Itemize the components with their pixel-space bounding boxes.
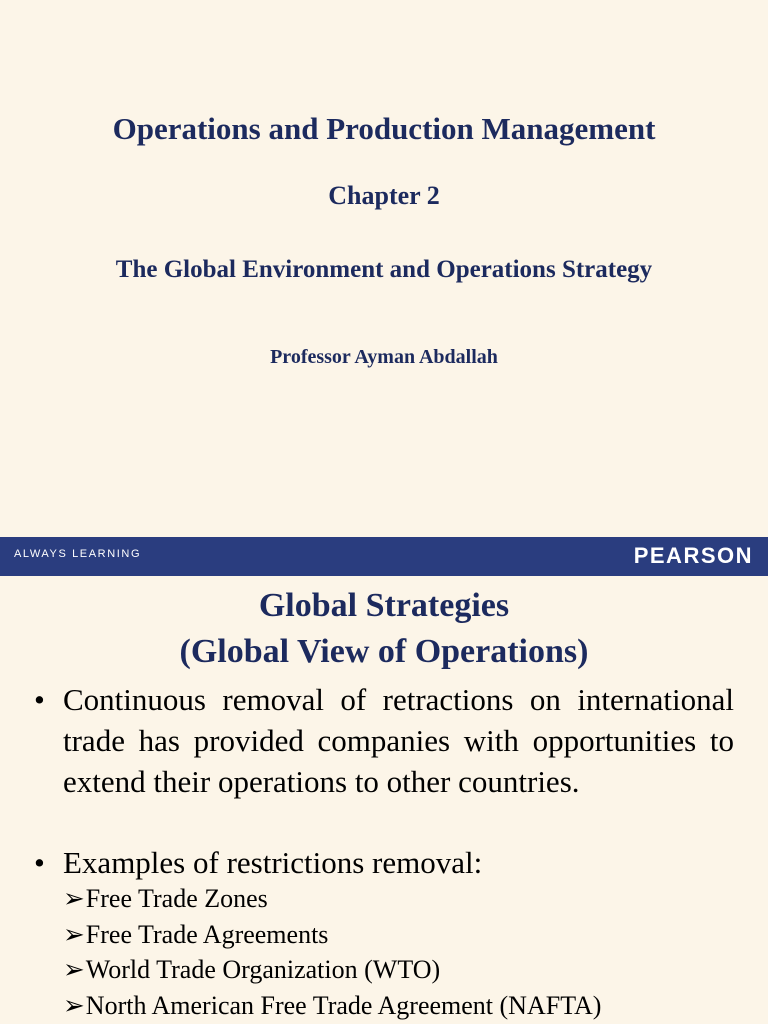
- bullet-icon: •: [34, 845, 45, 880]
- bullet-icon: •: [34, 682, 45, 717]
- arrow-bullet-icon: ➢: [63, 955, 85, 984]
- sub-bullet-item: [63, 953, 440, 987]
- slide-heading-line2: (Global View of Operations): [179, 633, 589, 670]
- slide-subtitle: The Global Environment and Operations Strategy: [115, 256, 653, 283]
- pearson-banner: [0, 537, 768, 576]
- arrow-bullet-icon: ➢: [63, 920, 85, 949]
- sub-bullet-item: [63, 989, 601, 1023]
- sub-bullet-item: [63, 918, 328, 952]
- arrow-bullet-icon: ➢: [63, 884, 85, 913]
- bullet-text: Examples of restrictions removal:: [63, 845, 483, 880]
- pearson-logo: PEARSON: [633, 543, 753, 568]
- arrow-bullet-icon: ➢: [63, 991, 85, 1020]
- content-slide: [0, 576, 768, 1024]
- sub-bullet-text: North American Free Trade Agreement (NAFTA): [85, 991, 602, 1020]
- sub-bullet-text: Free Trade Agreements: [85, 920, 329, 949]
- banner-tagline: ALWAYS LEARNING: [14, 548, 142, 560]
- author-name: Professor Ayman Abdallah: [270, 346, 498, 368]
- slide-heading-line1: Global Strategies: [258, 587, 510, 624]
- bullet-item: [34, 842, 734, 883]
- bullet-item: [34, 679, 734, 802]
- sub-bullet-text: World Trade Organization (WTO): [85, 955, 441, 984]
- chapter-label: Chapter 2: [328, 181, 440, 210]
- sub-bullet-item: [63, 882, 268, 916]
- slide-title: Operations and Production Management: [112, 111, 656, 146]
- bullet-text: Continuous removal of retractions on international trade has provided companies with opportunities to extend their operations to other countries.: [63, 682, 734, 799]
- sub-bullet-text: Free Trade Zones: [85, 884, 268, 913]
